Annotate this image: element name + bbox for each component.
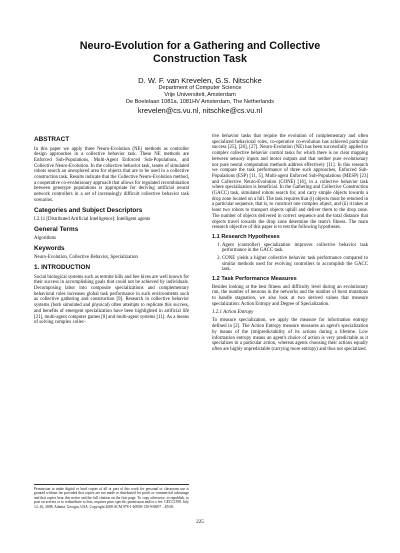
hypothesis-2: 2. CONE yields a higher collective behavior task performance compared to similar methods used for evolving controllers to accomplish the GACC task. — [222, 256, 368, 273]
title-line-2: Construction Task — [153, 53, 247, 65]
author-emails: krevelen@cs.vu.nl, nitschke@cs.vu.nl — [137, 106, 263, 116]
hypothesis-1: 1. Agent (controller) specialization improves collective behavior task performance in the GACC task. — [222, 243, 368, 254]
research-hypotheses-heading: 1.1 Research Hypotheses — [212, 233, 280, 240]
categories-text: I.2.11 [Distributed Artificial Intelligence]: Intelligent agents — [34, 217, 151, 223]
left-column — [34, 134, 189, 329]
abstract-heading: ABSTRACT — [34, 136, 70, 143]
task-performance-text: Besides looking at the best fitness and difficulty level during an evolutionary run, the number of neurons in the networks and the number of burst mutations to handle stagnation, we also look at two derived values that measure specialization: Action Entropy and Degree of Specialization. — [212, 284, 368, 307]
general-terms-heading: General Terms — [34, 225, 79, 233]
introduction-text: Social biological systems such as termite hills and bee hives are well known for their success in accomplishing goals that could not be achieved by individuals. Decomposing labor into composite specializations and complementary behavioral roles increases global task performance in such environments such as collective gathering and construction [9]. Research in collective behavior systems (both simulated and physical) often attempts to replicate this success, and benefits of emergent specialization have been highlighted in artificial life [21], multi-agent computer games [8] and multi-agent systems [11]. As a means of solving complex collec- — [34, 274, 189, 326]
author-block — [40, 76, 360, 115]
action-entropy-heading: 1.2.1 Action Entropy — [212, 310, 254, 316]
author-names: D. W. F. van Krevelen, G.S. Nitschke — [138, 76, 262, 85]
title-line-1: Neuro-Evolution for a Gathering and Collective — [79, 40, 321, 52]
keywords-text: Neuro-Evolution, Collective Behavior, Specialization — [34, 255, 138, 261]
categories-heading: Categories and Subject Descriptors — [34, 206, 143, 214]
abstract-text: In this paper we apply three Neuro-Evolution (NE) methods as controller design approaches in a collective behavior task. These NE methods are Enforced Sub-Populations, Multi-Agent Enforced Sub-Populations, and Collective Neuro-Evolution. In the collective behavior task, teams of simulated robots search an unexplored area for objects that are to be used in a collective construction task. Results indicate that the Collective Neuro-Evolution method, a cooperative co-evolutionary approach that allows for regulated recombination between genotype populations is appropriate for deriving artificial neural network controllers in a set of increasingly difficult collective behavior task scenarios. — [34, 146, 189, 203]
task-performance-heading: 1.2 Task Performance Measures — [212, 276, 297, 283]
keywords-heading: Keywords — [34, 244, 65, 252]
paper-title — [40, 40, 360, 66]
general-terms-text: Algorithms — [34, 236, 57, 242]
affiliation-univ: Vrije Universiteit, Amsterdam — [164, 91, 236, 98]
introduction-heading: 1. INTRODUCTION — [34, 264, 91, 272]
right-column — [212, 134, 368, 356]
introduction-continued: tive behavior tasks that require the evolution of complementary and often specialized behavioral roles, co-operative co-evolution has achieved particular success [25], [26], [27]. Neuro-Evolution (NE) has been successfully applied to complex collective behavior control tasks for which there is no clear mapping between sensory inputs and motor outputs and that neither pure evolutionary nor pure neural computation methods address effectively [11]. In this research we compare the task performance of three such approaches, Enforced Sub-Populations (ESP) [11, 5], Multi-agent Enforced Sub-Populations (MESP) [23] and Collective Neuro-Evolution (CONE) [16], in a collective behavior task where specialization is beneficial. In the Gathering and Collective Construction (GACC) task, simulated robots search for, and carry simple objects towards a drop zone located on a hill. The task requires that (i) objects must be returned in a particular sequence, that is, to construct one complex object, and (ii) it takes at least two robots to transport objects uphill and deliver them to the drop zone. The number of objects delivered in correct sequence and the total distance that objects travel towards the drop zone determine the team's fitness. The main research objective of this paper is to test the following hypotheses. — [212, 134, 368, 231]
affiliation-address: De Boelelaan 1081a, 1081HV Amsterdam, The Netherlands — [125, 98, 275, 105]
permission-footnote: Permission to make digital or hard copies of all or part of this work for personal or classroom use is granted without fee provided that copies are not made or distributed for profit or commercial advantage and that copies bear this notice and the full citation on the first page. To copy otherwise, to republish, to post on servers or to redistribute to lists, requires prior specific permission and/or a fee. GECCO'08, July 12–16, 2008, Atlanta, Georgia, USA. Copyright 2008 ACM 978-1-60558-130-9/08/07 ...$5.00. — [34, 484, 189, 509]
action-entropy-text: To measure specialization, we apply the measure for information entropy defined in [2]. The Action Entropy measure measures an agent's specialization by means of the (im)predictability of its actions during a lifetime. Low information entropy means an agent's choice of action is very predictable as it specializes in a particular action, whereas agents choosing their actions equally often are highly unpredictable (carrying more entropy) and thus not specialized. — [212, 318, 368, 352]
page-number: 225 — [196, 519, 204, 525]
affiliation-dept: Department of Computer Science — [158, 85, 242, 91]
hypotheses-list — [212, 243, 368, 274]
